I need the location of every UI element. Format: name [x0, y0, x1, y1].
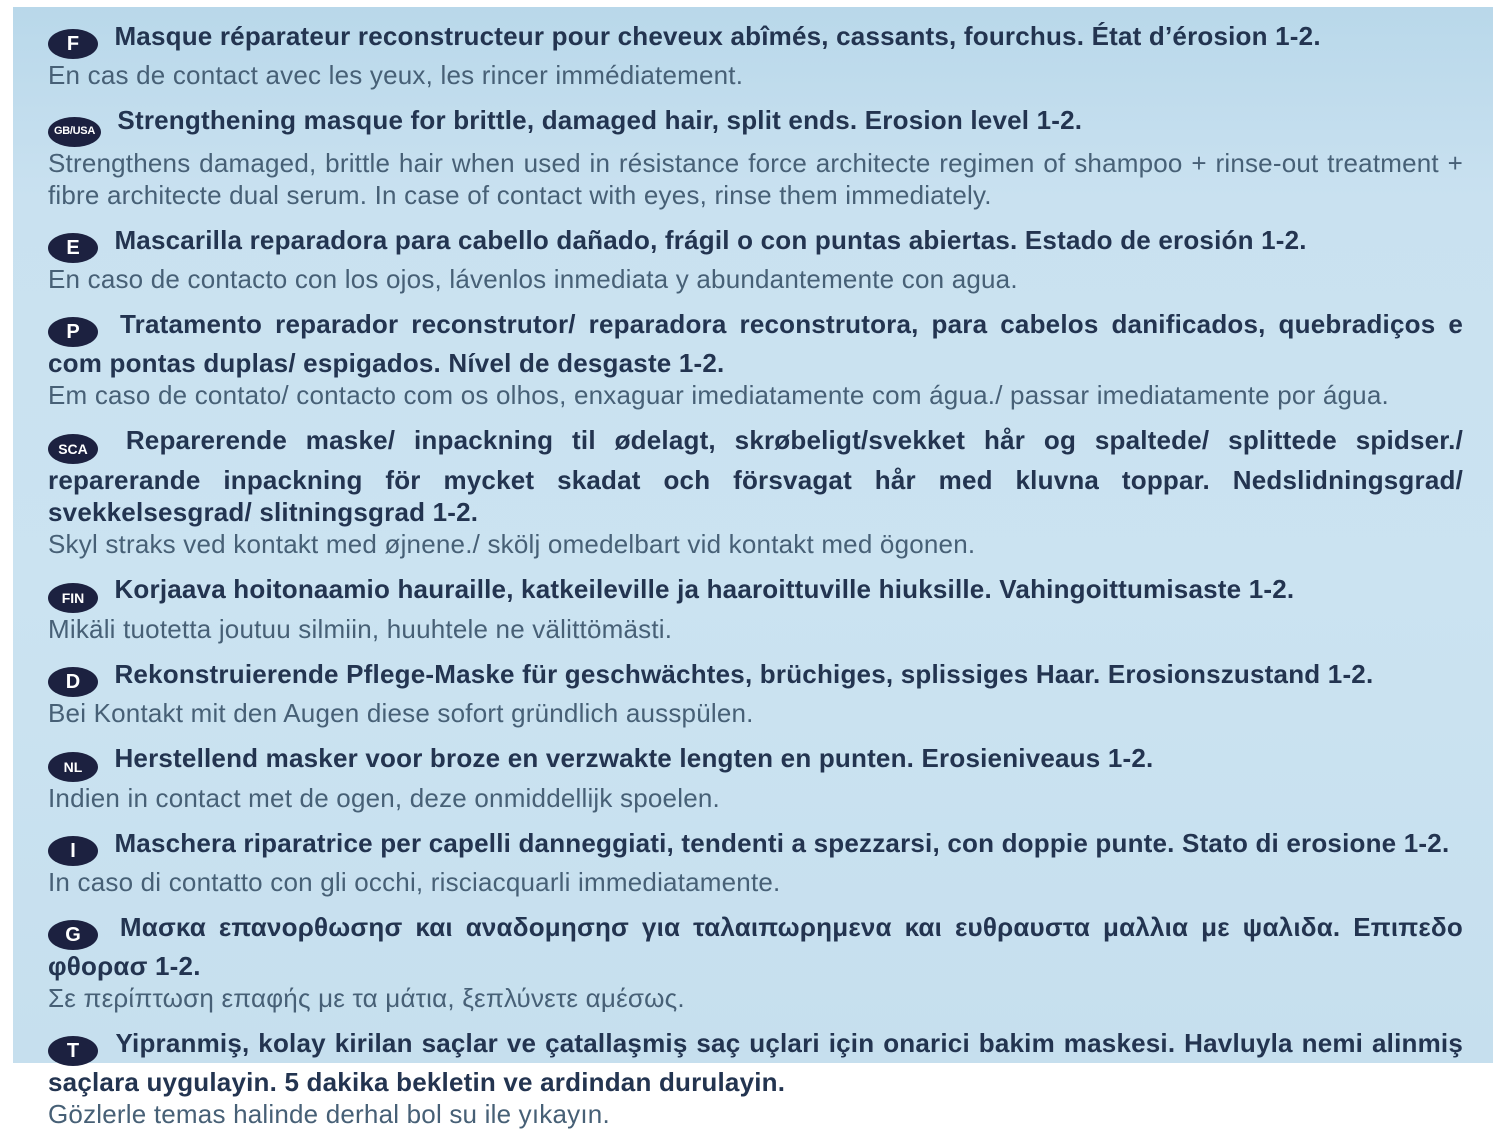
- instruction-text: Σε περίπτωση επαφής με τα μάτια, ξεπλύνετε αμέσως.: [48, 982, 685, 1013]
- instruction-text: En cas de contact avec les yeux, les rincer immédiatement.: [48, 60, 744, 90]
- claim-text: Rekonstruierende Pflege-Maske für geschwächtes, brüchiges, splissiges Haar. Erosionszustand 1-2.: [114, 658, 1374, 689]
- claim-paragraph: [48, 20, 1463, 59]
- claim-text: Reparerende maske/ inpackning til ødelagt, skrøbeligt/svekket hår og spaltede/ splittede spidser./ reparerande inpackning för mycket skadat och försvagat hår med kluvna toppar. Nedslidningsgrad/ svekkelsesgrad/ slitningsgrad 1-2.: [48, 424, 1463, 527]
- language-badge: GB/USA: [48, 117, 101, 147]
- multilingual-product-label: [13, 7, 1493, 1129]
- language-badge: E: [48, 233, 98, 263]
- language-section: [48, 308, 1463, 411]
- language-section: [48, 104, 1463, 211]
- instruction-text: Bei Kontakt mit den Augen diese sofort gründlich ausspülen.: [48, 697, 754, 728]
- claim-paragraph: [48, 911, 1463, 982]
- language-sections: [48, 20, 1463, 1130]
- language-section: [48, 742, 1463, 814]
- instruction-text: In caso di contatto con gli occhi, risciacquarli immediatamente.: [48, 866, 781, 897]
- claim-text: Mascarilla reparadora para cabello dañado, frágil o con puntas abiertas. Estado de erosión 1-2.: [114, 224, 1307, 255]
- language-badge: NL: [48, 752, 98, 782]
- language-badge: I: [48, 836, 98, 866]
- claim-paragraph: [48, 104, 1463, 147]
- language-section: [48, 20, 1463, 91]
- instruction-text: Strengthens damaged, brittle hair when used in résistance force architecte regimen of shampoo + rinse-out treatment + fibre architecte dual serum. In case of contact with eyes, rinse them immediately.: [48, 147, 1463, 210]
- claim-text: Yipranmiş, kolay kirilan saçlar ve çatallaşmiş saç uçlari için onarici bakim maskesi. Havluyla nemi alinmiş saçlara uygulayin. 5 dakika bekletin ve ardindan durulayin.: [48, 1027, 1463, 1097]
- claim-paragraph: [48, 224, 1463, 263]
- language-section: [48, 424, 1463, 560]
- language-section: [48, 573, 1463, 645]
- claim-text: Maschera riparatrice per capelli danneggiati, tendenti a spezzarsi, con doppie punte. Stato di erosione 1-2.: [114, 827, 1450, 858]
- instruction-text: Gözlerle temas halinde derhal bol su ile yıkayın.: [48, 1098, 610, 1129]
- instruction-text: Skyl straks ved kontakt med øjnene./ skölj omedelbart vid kontakt med ögonen.: [48, 528, 976, 559]
- language-badge: G: [48, 920, 98, 950]
- language-badge: P: [48, 317, 98, 347]
- claim-text: Μασκα επανορθωσησ και αναδομησησ για ταλαιπωρημενα και ευθραυστα μαλλια με ψαλιδα. Επιπεδο φθορασ 1-2.: [48, 911, 1463, 981]
- language-badge: FIN: [48, 583, 98, 613]
- claim-paragraph: [48, 308, 1463, 379]
- language-section: [48, 911, 1463, 1014]
- claim-paragraph: [48, 424, 1463, 528]
- claim-paragraph: [48, 658, 1463, 697]
- claim-paragraph: [48, 1027, 1463, 1098]
- claim-paragraph: [48, 742, 1463, 782]
- language-badge: T: [48, 1036, 98, 1066]
- claim-text: Masque réparateur reconstructeur pour cheveux abîmés, cassants, fourchus. État d’érosion 1-2.: [114, 21, 1321, 51]
- language-badge: F: [48, 29, 98, 59]
- language-section: [48, 658, 1463, 729]
- language-badge: D: [48, 667, 98, 697]
- claim-paragraph: [48, 827, 1463, 866]
- claim-text: Strengthening masque for brittle, damaged hair, split ends. Erosion level 1-2.: [117, 105, 1083, 135]
- instruction-text: Indien in contact met de ogen, deze onmiddellijk spoelen.: [48, 782, 720, 813]
- instruction-text: En caso de contacto con los ojos, lávenlos inmediata y abundantemente con agua.: [48, 263, 1018, 294]
- instruction-text: Em caso de contato/ contacto com os olhos, enxaguar imediatamente com água./ passar imediatamente por água.: [48, 379, 1389, 410]
- language-section: [48, 1027, 1463, 1130]
- claim-text: Korjaava hoitonaamio hauraille, katkeileville ja haaroittuville hiuksille. Vahingoittumisaste 1-2.: [114, 573, 1295, 604]
- claim-paragraph: [48, 573, 1463, 613]
- claim-text: Tratamento reparador reconstrutor/ reparadora reconstrutora, para cabelos danificados, quebradiços e com pontas duplas/ espigados. Nível de desgaste 1-2.: [48, 308, 1463, 378]
- language-badge: SCA: [48, 434, 98, 464]
- instruction-text: Mikäli tuotetta joutuu silmiin, huuhtele ne välittömästi.: [48, 613, 673, 644]
- claim-text: Herstellend masker voor broze en verzwakte lengten en punten. Erosieniveaus 1-2.: [114, 742, 1154, 773]
- language-section: [48, 827, 1463, 898]
- language-section: [48, 224, 1463, 295]
